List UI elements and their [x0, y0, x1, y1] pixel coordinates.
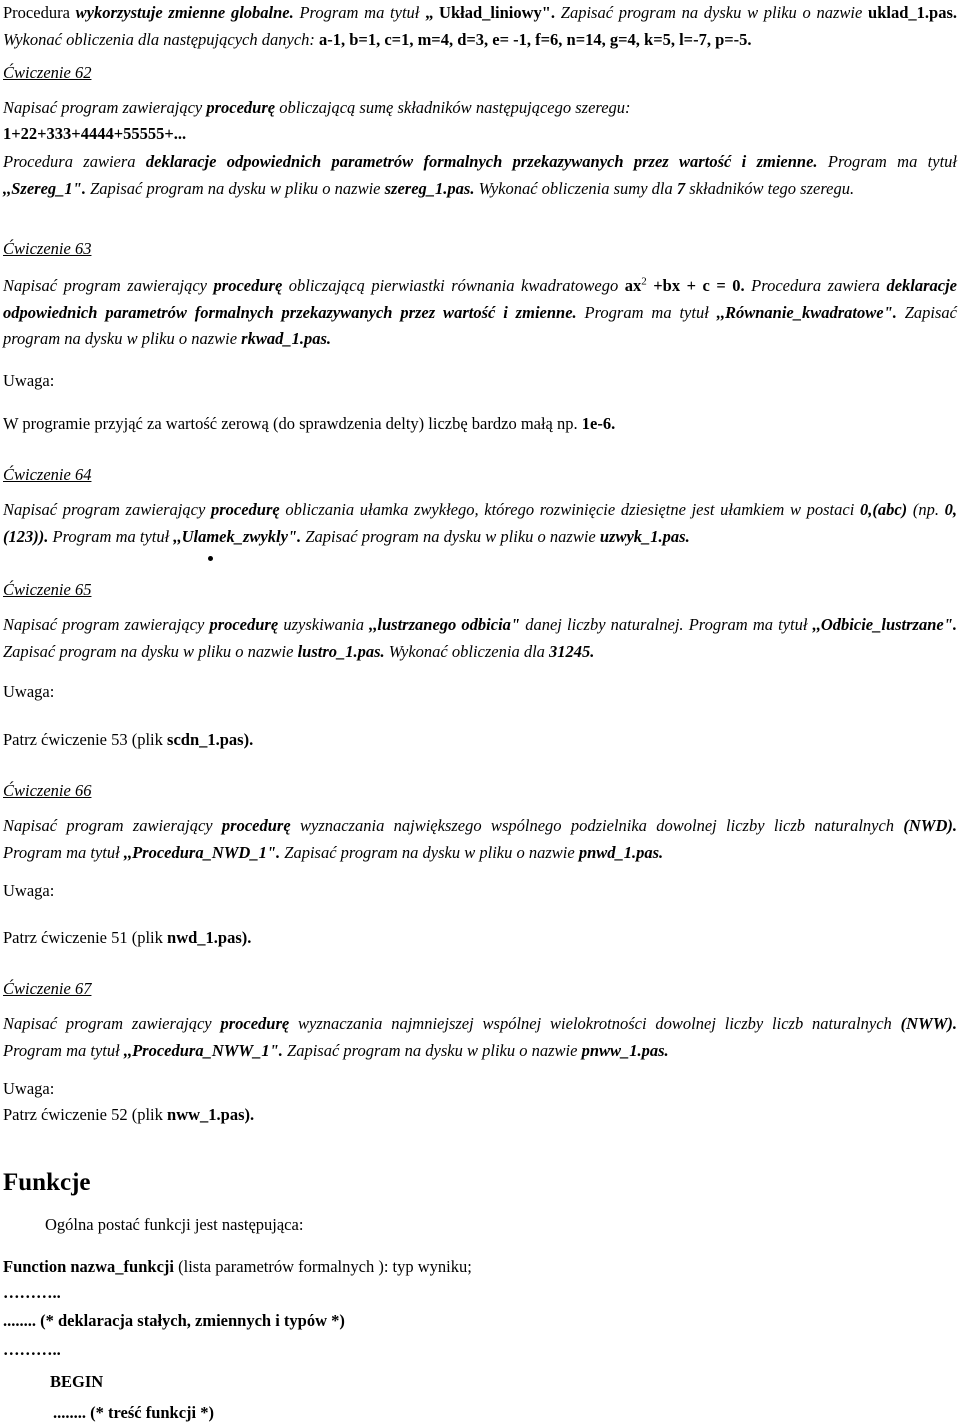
emphasis: deklaracje odpowiednich parametrów formalnych przekazywanych przez wartość i zmienne. — [145, 152, 818, 171]
exercise-62-details — [3, 149, 957, 202]
file-name: pnww_1.pas. — [581, 1040, 669, 1060]
text: Zapisać program na dysku w pliku o nazwie — [301, 526, 600, 546]
section-intro: Ogólna postać funkcji jest następująca: — [45, 1215, 304, 1234]
text: Program ma tytuł — [817, 152, 958, 171]
text: (lista parametrów formalnych ): typ wyniku; — [173, 1257, 472, 1276]
emphasis: procedurę — [221, 816, 291, 835]
text: Program ma tytuł — [3, 842, 124, 862]
value: 1e-6. — [581, 414, 616, 433]
text: Napisać program zawierający — [3, 500, 211, 519]
equation: ax — [624, 276, 642, 295]
keyword: Function nazwa_funkcji — [3, 1257, 174, 1276]
text: W programie przyjąć za wartość zerową (do sprawdzenia delty) liczbę bardzo małą np. — [3, 414, 582, 433]
file-name: lustro_1.pas. — [297, 641, 385, 661]
text: Zapisać program na dysku w pliku o nazwie — [555, 3, 869, 22]
text: Napisać program zawierający — [3, 1014, 221, 1033]
file-name: scdn_1.pas). — [167, 730, 254, 749]
text: Zapisać program na dysku w pliku o nazwie — [282, 1040, 582, 1060]
file-name: rkwad_1.pas. — [241, 329, 332, 348]
exercise-64-task — [3, 497, 957, 550]
text: danej liczby naturalnej. Program ma tytuł — [520, 615, 813, 634]
exercise-67-task — [3, 1011, 957, 1064]
file-name: uklad_1.pas. — [868, 3, 958, 22]
emphasis: ,,lustrzanego odbicia" — [369, 615, 521, 634]
text: Napisać program zawierający — [3, 98, 207, 117]
note-label: Uwaga: — [3, 682, 55, 701]
file-name: nwd_1.pas). — [167, 928, 252, 947]
program-title: ,,Szereg_1". — [3, 178, 86, 198]
input-data: a-1, b=1, c=1, m=4, d=3, e= -1, f=6, n=14, g=4, k=5, l=-7, p=-5. — [319, 29, 752, 49]
exercise-62-series — [3, 121, 957, 148]
exercise-63-note — [3, 411, 957, 438]
value: 0,(abc) — [859, 500, 908, 519]
text: Zapisać program na dysku w pliku o nazwie — [280, 842, 579, 862]
exercise-65-note — [3, 727, 957, 754]
ellipsis: ……….. — [3, 1283, 61, 1302]
exercise-62-task — [3, 95, 957, 122]
file-name: nww_1.pas). — [167, 1105, 255, 1124]
exercise-62-heading: Ćwiczenie 62 — [3, 63, 92, 82]
text: Procedura zawiera — [3, 152, 146, 171]
value: 0,(123)). — [3, 500, 957, 546]
text: Wykonać obliczenia dla następujących danych: — [3, 29, 320, 49]
text: Program ma tytuł — [48, 526, 174, 546]
text: Zapisać program na dysku w pliku o nazwie — [85, 178, 385, 198]
keyword: BEGIN — [50, 1372, 104, 1391]
count: 7 — [676, 178, 686, 198]
text: Napisać program zawierający — [3, 276, 214, 295]
text: wyznaczania najmniejszej wspólnej wielokrotności dowolnej liczby liczb naturalnych — [289, 1014, 901, 1033]
text: uzyskiwania — [278, 615, 370, 634]
program-title: „ Układ_liniowy". — [425, 3, 556, 22]
ellipsis: ……….. — [3, 1340, 61, 1359]
text: wyznaczania największego wspólnego podzielnika dowolnej liczby liczb naturalnych — [290, 816, 904, 835]
exponent: 2 — [641, 275, 647, 288]
exercise-66-heading: Ćwiczenie 66 — [3, 781, 92, 800]
text: Wykonać obliczenia dla — [384, 641, 550, 661]
exercise-63-task — [3, 273, 957, 353]
series: 1+22+333+4444+55555+... — [3, 124, 187, 143]
emphasis: procedurę — [210, 500, 280, 519]
text: Procedura — [3, 3, 76, 22]
declarations-line — [3, 1310, 345, 1332]
program-title: ,,Ulamek_zwykly". — [173, 526, 302, 546]
text: Program ma tytuł — [3, 1040, 124, 1060]
exercise-67-note — [3, 1102, 957, 1129]
note-label: Uwaga: — [3, 371, 55, 390]
comment: ........ (* treść funkcji *) — [53, 1403, 215, 1422]
program-title: ,,Procedura_NWD_1". — [123, 842, 281, 862]
text: składników tego szeregu. — [685, 178, 855, 198]
file-name: uzwyk_1.pas. — [599, 526, 690, 546]
text: (np. — [907, 500, 945, 519]
value: 31245. — [549, 641, 595, 661]
section-title: Funkcje — [3, 1169, 91, 1196]
text: Program ma tytuł — [576, 302, 717, 322]
text: Patrz ćwiczenie 53 (plik — [3, 730, 168, 749]
exercise-65-task — [3, 612, 957, 665]
text: Zapisać program na dysku w pliku o nazwie — [3, 641, 298, 661]
note-label: Uwaga: — [3, 1079, 55, 1098]
emphasis: procedurę — [213, 276, 283, 295]
text: Napisać program zawierający — [3, 816, 222, 835]
exercise-66-note — [3, 925, 957, 952]
emphasis: procedurę — [209, 615, 279, 634]
begin-keyword — [50, 1371, 103, 1393]
program-title: ,,Odbicie_lustrzane". — [812, 615, 958, 634]
ellipsis-line — [3, 1339, 61, 1361]
text: Wykonać obliczenia sumy dla — [474, 178, 677, 198]
acronym: (NWD). — [903, 816, 957, 835]
text: Patrz ćwiczenie 52 (plik — [3, 1105, 168, 1124]
ellipsis-line — [3, 1282, 61, 1304]
text: Procedura zawiera — [744, 276, 887, 295]
exercise-67-heading: Ćwiczenie 67 — [3, 979, 92, 998]
emphasis: procedurę — [206, 98, 276, 117]
text: Napisać program zawierający — [3, 615, 210, 634]
function-signature — [3, 1256, 472, 1278]
text: Zapisać program na dysku w pliku o nazwie — [3, 302, 958, 348]
exercise-65-heading: Ćwiczenie 65 — [3, 580, 92, 599]
emphasis: procedurę — [220, 1014, 290, 1033]
exercise-66-task — [3, 813, 957, 866]
intro-paragraph — [3, 0, 957, 53]
text: Patrz ćwiczenie 51 (plik — [3, 928, 168, 947]
equation: +bx + c = 0. — [646, 276, 745, 295]
emphasis: wykorzystuje zmienne globalne. — [75, 3, 294, 22]
program-title: ,,Równanie_kwadratowe". — [716, 302, 897, 322]
program-title: ,,Procedura_NWW_1". — [123, 1040, 283, 1060]
note-label: Uwaga: — [3, 881, 55, 900]
emphasis: deklaracje odpowiednich parametrów formalnych przekazywanych przez wartość i zmienne. — [3, 276, 957, 322]
text: obliczającą sumę składników następującego szeregu: — [275, 98, 631, 117]
body-line — [53, 1402, 214, 1424]
text: obliczającą pierwiastki równania kwadratowego — [282, 276, 625, 295]
exercise-63-heading: Ćwiczenie 63 — [3, 239, 92, 258]
text: Program ma tytuł — [293, 3, 426, 22]
file-name: szereg_1.pas. — [384, 178, 475, 198]
file-name: pnwd_1.pas. — [578, 842, 664, 862]
comment: ........ (* deklaracja stałych, zmiennych i typów *) — [3, 1311, 345, 1330]
acronym: (NWW). — [900, 1014, 957, 1033]
text: obliczania ułamka zwykłego, którego rozwinięcie dziesiętne jest ułamkiem w postaci — [279, 500, 860, 519]
bullet-dot — [208, 556, 213, 561]
exercise-64-heading: Ćwiczenie 64 — [3, 465, 92, 484]
